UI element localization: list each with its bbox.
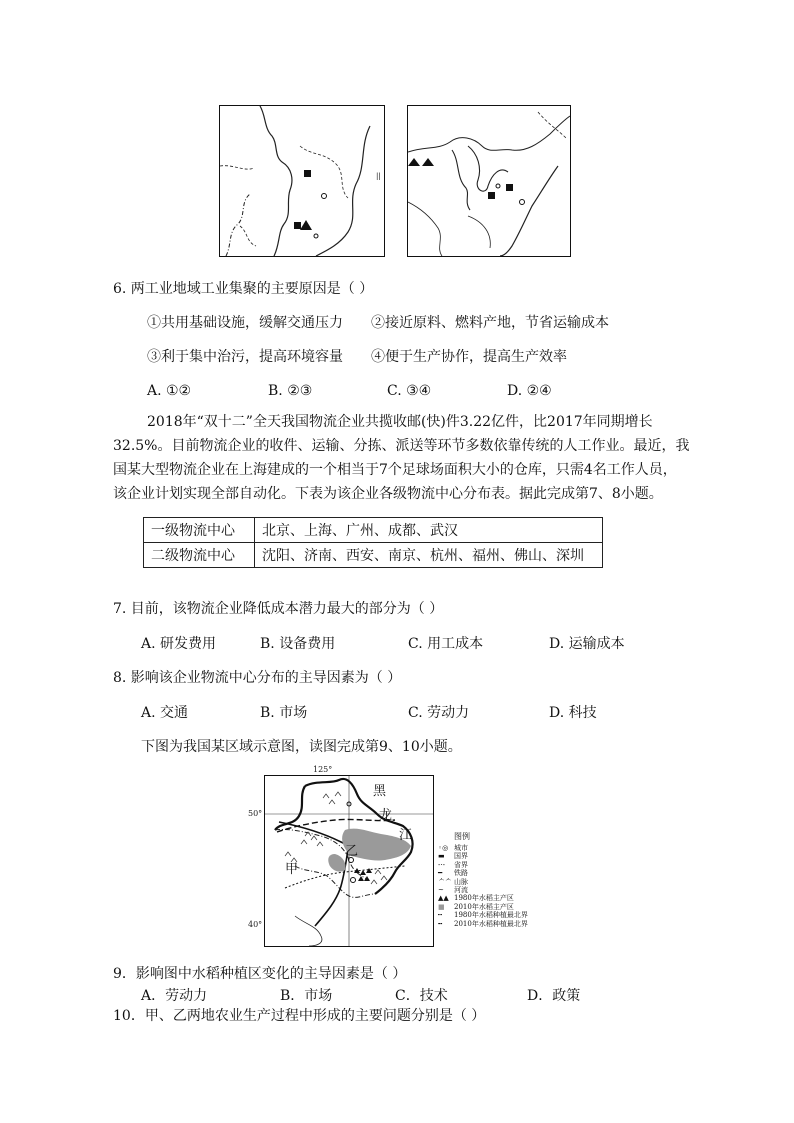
q7-option-b[interactable]: B. 设备费用 [260,636,336,652]
map-lon-125: 125° [313,765,333,774]
q6-option-d[interactable]: D. ②④ [507,383,552,399]
table-row [144,543,603,568]
q8-option-d[interactable]: D. 科技 [549,705,597,721]
legend-item: ‑·‑ 省界 [438,860,468,869]
q6-statement-3: ③利于集中治污，提高环境容量 [147,349,343,365]
railway-icon: ━ [438,869,443,878]
table-row [144,518,603,543]
q6-option-a[interactable]: A. ①② [147,383,192,399]
triangle-area-icon: ▲▲ [438,894,449,903]
question-8-stem: 8. 影响该企业物流中心分布的主导因素为（ ） [113,670,402,686]
legend-item: ▲▲ 1980年水稻主产区 [438,894,514,903]
intro78-line-3: 国某大型物流企业在上海建成的一个相当于7个足球场面积大小的仓库，只需4名工作人员， [113,462,677,478]
intro910-text: 下图为我国某区域示意图，读图完成第9、10小题。 [141,739,462,755]
legend-item: ▬ 国界 [438,852,468,861]
q7-option-d[interactable]: D. 运输成本 [549,636,625,652]
q7-option-c[interactable]: C. 用工成本 [408,636,484,652]
question-9-stem: 9．影响图中水稻种植区变化的主导因素是（ ） [113,966,407,982]
triangle-marker-icon [408,158,420,166]
intro78-line-4: 该企业计划实现全部自动化。下表为该企业各级物流中心分布表。据此完成第7、8小题。 [113,486,663,502]
factory-square-icon [304,170,311,177]
intro78-line-1: 2018年“双十二”全天我国物流企业共揽收邮(快)件3.22亿件，比2017年同期增长 [147,414,653,430]
question-6-stem: 6. 两工业地域工业集聚的主要原因是（ ） [113,281,374,297]
factory-square-icon [506,184,513,191]
q9-option-d[interactable]: D．政策 [527,988,581,1004]
river-icon: ~ [438,886,444,895]
q6-option-b[interactable]: B. ②③ [268,383,313,399]
map-label-hei: 黑 [373,784,387,799]
legend-item: ◦◎ 城市 [438,844,468,852]
q9-option-a[interactable]: A．劳动力 [141,988,208,1004]
region-map [264,775,434,947]
city-circle-icon [314,234,318,238]
map-label-jiang: 江 [399,828,413,843]
question-7-stem: 7. 目前，该物流企业降低成本潜力最大的部分为（ ） [113,601,444,617]
legend-item: ■ 2010年水稻主产区 [438,902,514,911]
legend-item: ~ 河流 [438,886,468,895]
table-cell-level: 一级物流中心 [144,518,255,543]
q6-option-c[interactable]: C. ③④ [387,383,432,399]
mountain-icon: ᄉᄉ [438,877,452,886]
legend-item: ━ 铁路 [438,869,468,878]
province-border-icon: ‑·‑ [438,860,445,869]
legend-title: 图例 [454,832,470,841]
q8-option-a[interactable]: A. 交通 [141,705,189,721]
dotted-line-icon: ┅ [438,911,443,920]
map-northeast-china [219,105,385,257]
map-label-long: 龙 [379,808,393,823]
q6-statement-2: ②接近原料、燃料产地，节省运输成本 [371,315,609,331]
triangle-marker-icon [300,220,312,230]
q8-option-b[interactable]: B. 市场 [260,705,308,721]
factory-square-icon [488,192,495,199]
table-cell-level: 二级物流中心 [144,543,255,568]
map-legend [438,831,544,928]
city-circle-icon [496,184,500,188]
legend-item: ┅ 1980年水稻种植最北界 [438,911,528,920]
table-cell-cities: 北京、上海、广州、成都、武汉 [255,518,603,543]
legend-item: ᄉᄉ 山脉 [438,877,468,886]
city-circle-icon [322,194,327,199]
map-lat-50: 50° [248,809,263,818]
triangle-marker-icon [422,158,434,166]
map-usa-northeast-drawing [408,106,570,256]
map-northeast-china-drawing [220,106,384,256]
intro78-line-2: 32.5%。目前物流企业的收件、运输、分拣、派送等环节多数依靠传统的人工作业。最近，我 [113,438,690,454]
q7-option-a[interactable]: A. 研发费用 [141,636,217,652]
city-circle-icon [351,878,356,883]
q9-option-b[interactable]: B．市场 [280,988,333,1004]
q6-statement-1: ①共用基础设施，缓解交通压力 [147,315,343,331]
q6-statement-4: ④便于生产协作，提高生产效率 [371,349,567,365]
national-border-icon: ▬ [438,852,445,861]
map-label-yi: 乙 [345,844,359,859]
factory-square-icon [294,222,301,229]
gray-area-icon: ■ [438,902,445,911]
map-usa-northeast [407,105,571,257]
question-10-stem: 10．甲、乙两地农业生产过程中形成的主要问题分别是（ ） [113,1008,486,1024]
q9-option-c[interactable]: C．技术 [395,988,448,1004]
logistics-table [143,517,603,568]
svg-text:||: || [376,172,381,180]
legend-item: ╍ 2010年水稻种植最北界 [438,919,528,928]
map-lat-40: 40° [248,920,263,929]
city-circle-icon [520,200,525,205]
dashed-line-icon: ╍ [438,919,443,928]
table-cell-cities: 沈阳、济南、西安、南京、杭州、福州、佛山、深圳 [255,543,603,568]
map-label-jia: 甲 [285,862,299,877]
q8-option-c[interactable]: C. 劳动力 [408,705,470,721]
city-circle-icon: ◦◎ [438,844,449,852]
